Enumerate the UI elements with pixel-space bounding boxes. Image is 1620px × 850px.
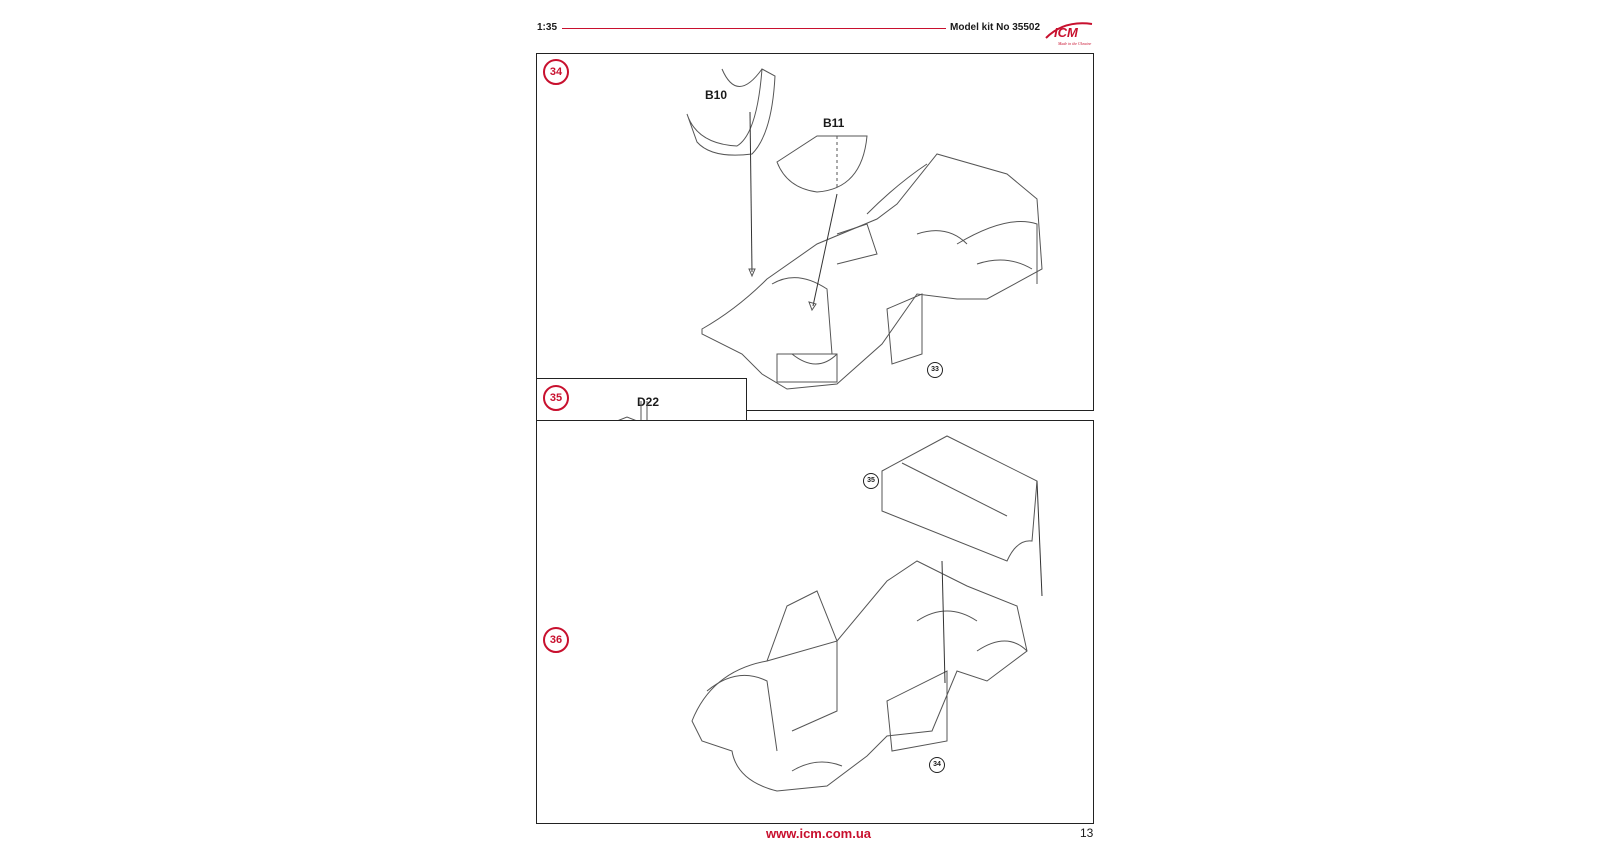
step-34-panel xyxy=(536,53,1094,411)
step-reference-34: 34 xyxy=(929,757,945,773)
step-number-badge: 34 xyxy=(543,59,569,85)
chassis-floor-drawing xyxy=(537,54,1095,412)
svg-text:Made in the Ukraine: Made in the Ukraine xyxy=(1058,41,1092,46)
icm-logo xyxy=(1044,18,1096,48)
scale-label: 1:35 xyxy=(537,22,558,33)
step-reference-33: 33 xyxy=(927,362,943,378)
website-link[interactable]: www.icm.com.ua xyxy=(766,826,871,841)
page-number: 13 xyxy=(1080,826,1094,840)
part-label-d22: D22 xyxy=(637,395,660,409)
svg-text:ICM: ICM xyxy=(1054,25,1078,40)
part-label-b10: B10 xyxy=(705,88,728,102)
step-number-badge: 35 xyxy=(543,385,569,411)
header-rule xyxy=(562,28,946,29)
step-reference-35: 35 xyxy=(863,473,879,489)
kit-number-label: Model kit No 35502 xyxy=(950,22,1041,33)
assembled-hull-drawing xyxy=(537,421,1095,825)
step-36-panel xyxy=(536,420,1094,824)
step-number-badge: 36 xyxy=(543,627,569,653)
part-label-b11: B11 xyxy=(823,116,845,130)
